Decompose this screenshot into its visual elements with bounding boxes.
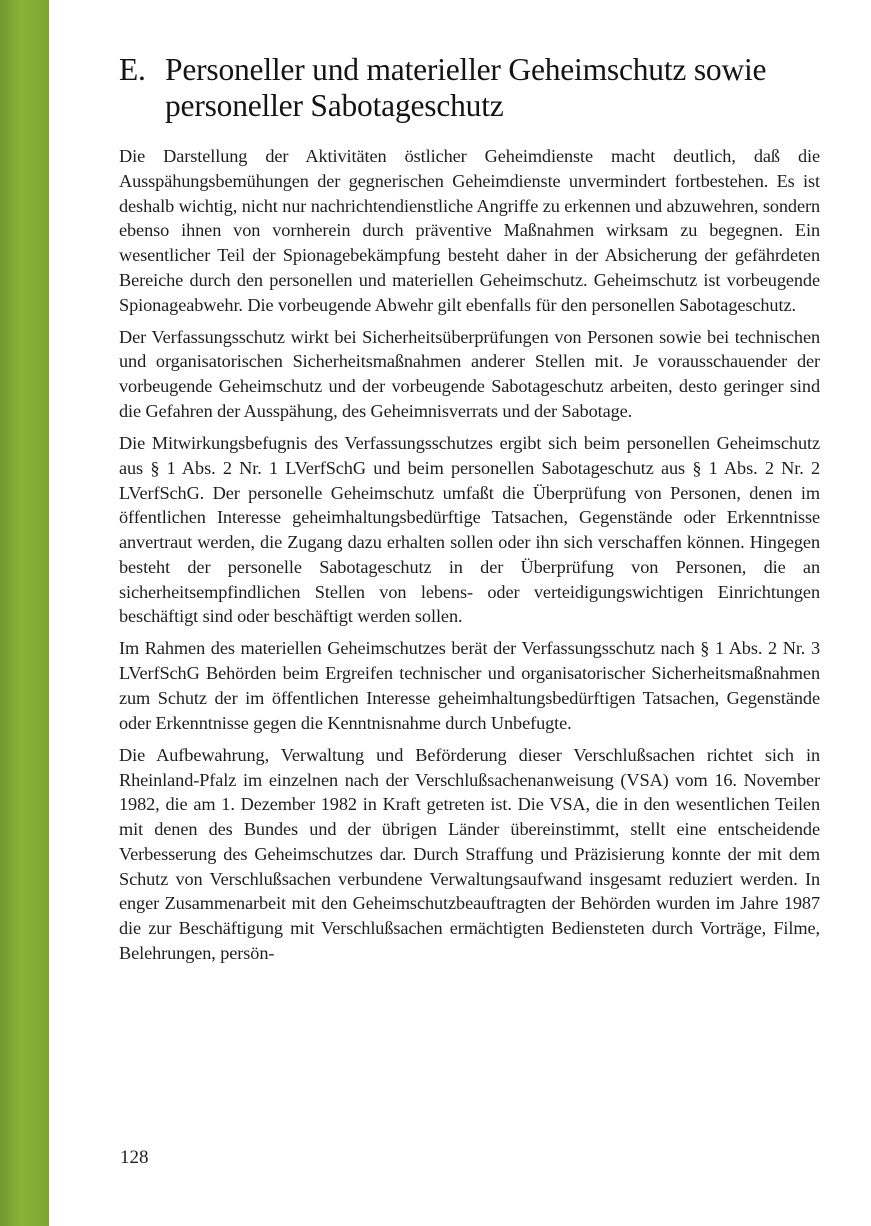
paragraph-mitwirkungsbefugnis: Die Mitwirkungsbefugnis des Verfassungsschutzes ergibt sich beim personellen Geheimschutz aus § 1 Abs. 2 Nr. 1 LVerfSchG und beim personellen Sabotageschutz aus § 1 Abs. 2 Nr. 2 LVerfSchG. Der personelle Geheimschutz umfaßt die Überprüfung von Personen, denen im öffentlichen Interesse geheimhaltungsbedürftige Tatsachen, Gegenstände oder Erkenntnisse anvertraut werden, die Zugang dazu erhalten sollen oder ihn sich verschaffen können. Hingegen besteht der personelle Sabotageschutz in der Überprüfung von Personen, die an sicherheitsempfindlichen Stellen von lebens- oder verteidigungswichtigen Einrichtungen beschäftigt sind oder beschäftigt werden sollen. bbox=[119, 433, 820, 627]
binding-strip bbox=[0, 0, 49, 1226]
section-heading bbox=[119, 52, 820, 124]
paragraph-verschlusssachen: Die Aufbewahrung, Verwaltung und Beförderung dieser Verschlußsachen richtet sich in Rheinland-Pfalz im einzelnen nach der Verschlußsachenanweisung (VSA) vom 16. November 1982, die am 1. Dezember 1982 in Kraft getreten ist. Die VSA, die in den wesentlichen Teilen mit denen des Bundes und der übrigen Länder übereinstimmt, stellt eine entscheidende Verbesserung des Geheimschutzes dar. Durch Straffung und Präzisierung konnte der mit dem Schutz von Verschlußsachen verbundene Verwaltungsaufwand insgesamt reduziert werden. In enger Zusammenarbeit mit den Geheimschutzbeauftragten der Behörden wurden im Jahre 1987 die zur Beschäftigung mit Verschlußsachen ermächtigten Bediensteten durch Vorträge, Filme, Belehrungen, persön- bbox=[119, 744, 820, 963]
paragraph-materieller-geheimschutz: Im Rahmen des materiellen Geheimschutzes berät der Verfassungsschutz nach § 1 Abs. 2 Nr. 3 LVerfSchG Behörden beim Ergreifen technischer und organisatorischer Sicherheitsmaßnahmen zum Schutz der im öffentlichen Interesse geheimhaltungsbedürftigen Tatsachen, Gegenstände oder Erkenntnisse gegen die Kenntnisnahme durch Unbefugte. bbox=[119, 638, 820, 733]
section-heading-row bbox=[119, 52, 820, 124]
section-title: Personeller und materieller Geheimschutz sowie personeller Sabotageschutz bbox=[165, 52, 767, 123]
page-number: 128 bbox=[120, 1147, 149, 1168]
paragraph-intro: Die Darstellung der Aktivitäten östlicher Geheimdienste macht deutlich, daß die Ausspähungsbemühungen der gegnerischen Geheimdienste unvermindert fortbestehen. Es ist deshalb wichtig, nicht nur nachrichtendienstliche Angriffe zu erkennen und abzuwehren, sondern ebenso ihnen von vornherein durch präventive Maßnahmen wirksam zu begegnen. Ein wesentlicher Teil der Spionagebekämpfung besteht daher in der Absicherung der gefährdeten Bereiche durch den personellen und materiellen Geheimschutz. Geheimschutz ist vorbeugende Spionageabwehr. Die vorbeugende Abwehr gilt ebenfalls für den personellen Sabotageschutz. bbox=[119, 146, 820, 315]
paragraph-verfassungsschutz: Der Verfassungsschutz wirkt bei Sicherheitsüberprüfungen von Personen sowie bei technischen und organisatorischen Sicherheitsmaßnahmen anderer Stellen mit. Je vorausschauender der vorbeugende Geheimschutz und der vorbeugende Sabotageschutz arbeiten, desto geringer sind die Gefahren der Ausspähung, des Geheimnisverrats und der Sabotage. bbox=[119, 326, 820, 421]
document-page bbox=[119, 52, 820, 973]
section-letter: E. bbox=[119, 52, 146, 87]
